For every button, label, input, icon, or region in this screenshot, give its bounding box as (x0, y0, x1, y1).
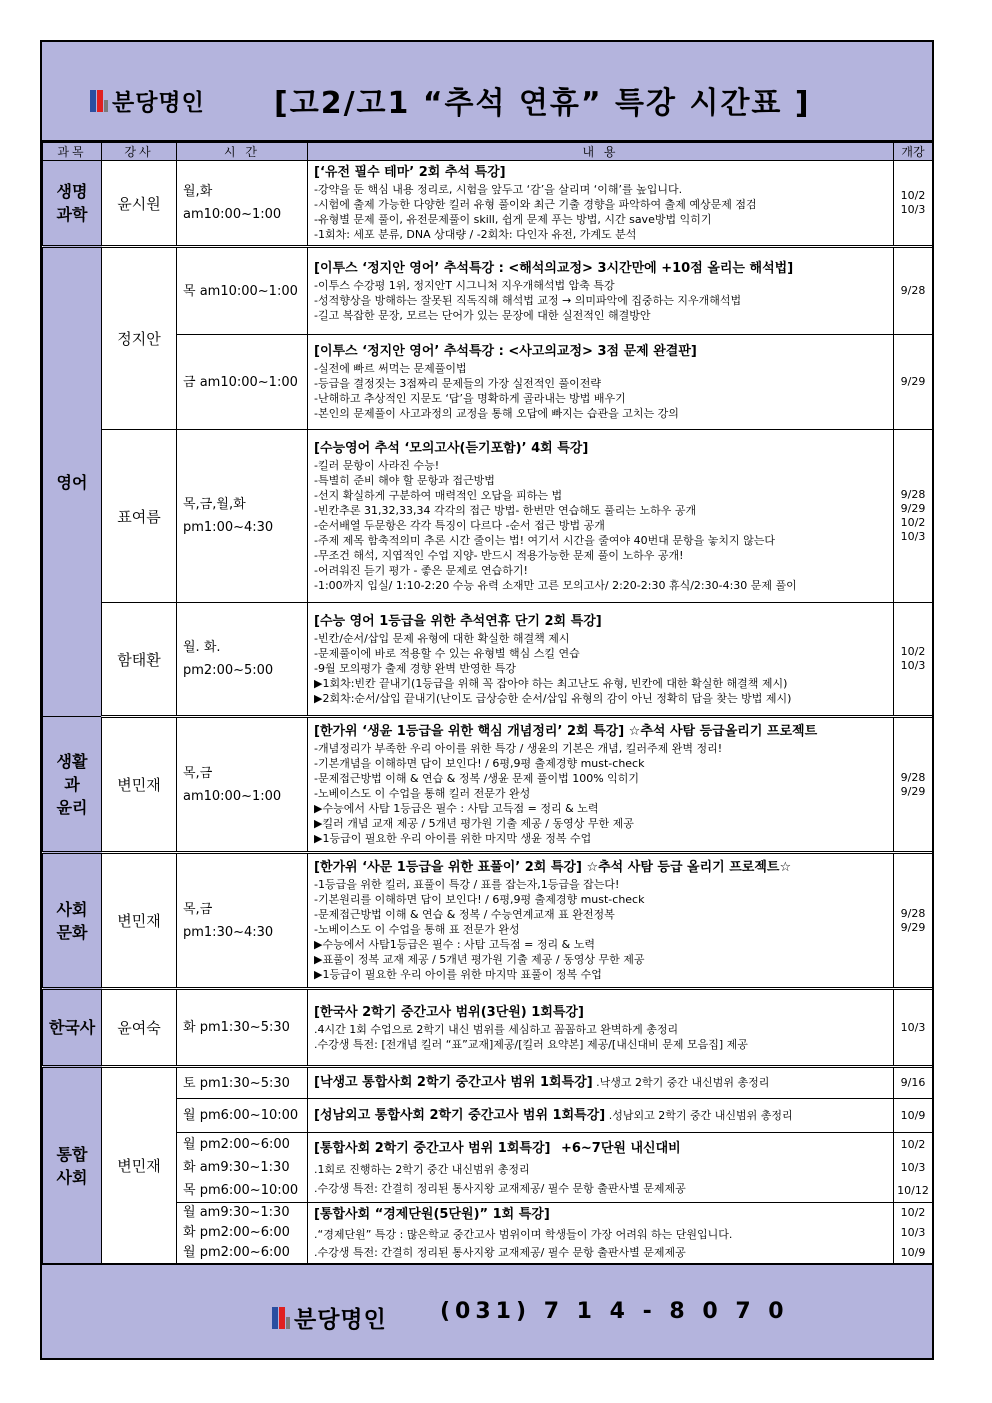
teacher: 정지안 (102, 247, 177, 430)
row-english-jung-2 (43, 335, 933, 430)
time: 월. 화. pm2:00~5:00 (177, 603, 308, 717)
row-english-jung-1 (43, 247, 933, 335)
time: 금 am10:00~1:00 (177, 335, 308, 430)
course-content: [성남외고 통합사회 2학기 중간고사 범위 1회특강] .성남외고 2학기 중간 내신범위 총정리 (308, 1099, 894, 1133)
course-content: [이투스 ‘정지안 영어’ 추석특강 : <해석의교정> 3시간만에 +10점 올리는 해석법] -이투스 수강평 1위, 정지안T 시그니처 지우개해석법 압축 특강 -성적향상을 방해하는 잘못된 직독직해 해석법 교정 → 의미파악에 집중하는 지우개해석법 -길고 복잡한 문장, 모르는 단어가 있는 문장에 대한 실전적인 해결방안 (308, 247, 894, 335)
col-subject: 과목 (43, 143, 102, 161)
row-integrated-4 (43, 1203, 933, 1264)
subject-ethics: 생활 과 윤리 (43, 717, 102, 853)
time: 목 am10:00~1:00 (177, 247, 308, 335)
teacher: 윤여숙 (102, 989, 177, 1067)
header-band (42, 42, 932, 142)
course-content: [통합사회 2학기 중간고사 범위 1회특강] +6~7단원 내신대비 .1회로 진행하는 2학기 중간 내신범위 총정리 .수강생 특전: 간결히 정리된 통사지왕 교재제공/ 필수 문항 출판사별 문제제공 (308, 1133, 894, 1203)
row-english-ham (43, 603, 933, 717)
course-content: [한국사 2학기 중간고사 범위(3단원) 1회특강] .4시간 1회 수업으로 2학기 내신 범위를 세심하고 꼼꼼하고 완벽하게 총정리 .수강생 특전: [전개념 킬러 “표”교재]제공/[킬러 요약본] 제공/[내신대비 문제 모음집] 제공 (308, 989, 894, 1067)
footer-band (42, 1263, 932, 1358)
footer-logo (272, 1301, 387, 1334)
phone-number: (031) 7 1 4 - 8 0 7 0 (440, 1299, 789, 1324)
start-dates: 9/28 (894, 247, 933, 335)
teacher: 변민재 (102, 853, 177, 989)
course-content: [수능 영어 1등급을 위한 추석연휴 단기 2회 특강] -빈칸/순서/삽입 문제 유형에 대한 확실한 해결책 제시 -문제풀이에 바로 적용할 수 있는 유형별 핵심 스킬 연습 -9월 모의평가 출제 경향 완벽 반영한 특강 ▶1회차:빈칸 끝내기(1등급을 위해 꼭 잡아야 하는 최고난도 유형, 빈칸에 대한 확실한 해결책 제시) ▶2회차:순서/삽입 끝내기(난이도 급상승한 순서/삽입 유형의 감이 아닌 정확히 답을 찾는 방법 제시) (308, 603, 894, 717)
teacher: 표여름 (102, 430, 177, 603)
row-society (43, 853, 933, 989)
row-english-pyo (43, 430, 933, 603)
subject-integrated: 통합 사회 (43, 1067, 102, 1264)
start-dates: 9/16 (894, 1067, 933, 1099)
col-teacher: 강사 (102, 143, 177, 161)
teacher: 함태환 (102, 603, 177, 717)
start-dates: 9/28 9/29 10/2 10/3 (894, 430, 933, 603)
subject-history: 한국사 (43, 989, 102, 1067)
time: 월 pm2:00~6:00 화 am9:30~1:30 목 pm6:00~10:00 (177, 1133, 308, 1203)
schedule-table (42, 142, 933, 1264)
start-dates: 10/2 10/3 (894, 603, 933, 717)
row-ethics (43, 717, 933, 853)
subject-society: 사회 문화 (43, 853, 102, 989)
header-row (43, 143, 933, 161)
teacher: 윤시원 (102, 161, 177, 247)
start-dates: 9/28 9/29 (894, 717, 933, 853)
subject-biology: 생명 과학 (43, 161, 102, 247)
col-time: 시 간 (177, 143, 308, 161)
col-start: 개강 (894, 143, 933, 161)
time: 목,금 pm1:30~4:30 (177, 853, 308, 989)
start-dates: 9/28 9/29 (894, 853, 933, 989)
start-dates: 10/9 (894, 1099, 933, 1133)
page-title: [고2/고1 “추석 연휴” 특강 시간표 ] (274, 86, 811, 121)
row-history (43, 989, 933, 1067)
teacher: 변민재 (102, 717, 177, 853)
col-content: 내 용 (308, 143, 894, 161)
time: 월,화 am10:00~1:00 (177, 161, 308, 247)
timetable-frame (40, 40, 934, 1360)
footer-brand-name: 분당명인 (294, 1307, 387, 1333)
course-content: [한가위 ‘사문 1등급을 위한 표풀이’ 2회 특강] ☆추석 사탐 등급 올리기 프로젝트☆ -1등급을 위한 킬러, 표풀이 특강 / 표를 잡는자,1등급을 잡는다! -기본원리를 이해하면 답이 보인다! / 6평,9평 출제경향 must-check -문제접근방법 이해 & 연습 & 정복 / 수능연계교재 표 완전정복 -노베이스도 이 수업을 통해 표 전문가 완성 ▶수능에서 사탐1등급은 필수 : 사탐 고득점 = 정리 & 노력 ▶표풀이 정복 교재 제공 / 5개년 평가원 기출 제공 / 동영상 무한 제공 ▶1등급이 필요한 우리 아이를 위한 마지막 표풀이 정복 수업 (308, 853, 894, 989)
subject-english: 영어 (43, 247, 102, 717)
start-dates: 10/2 10/3 10/9 (894, 1203, 933, 1264)
brand-name: 분당명인 (112, 90, 205, 116)
course-content: [이투스 ‘정지안 영어’ 추석특강 : <사고의교정> 3점 문제 완결판] -실전에 빠르 써먹는 문제풀이법 -등급을 결정짓는 3점짜리 문제들의 가장 실전적인 풀이전략 -난해하고 추상적인 지문도 ‘답’을 명확하게 골라내는 방법 배우기 -본인의 문제풀이 사고과정의 교정을 통해 오답에 빠지는 습관을 고치는 강의 (308, 335, 894, 430)
time: 월 am9:30~1:30 화 pm2:00~6:00 월 pm2:00~6:00 (177, 1203, 308, 1264)
course-content: [낙생고 통합사회 2학기 중간고사 범위 1회특강] .낙생고 2학기 중간 내신범위 총정리 (308, 1067, 894, 1099)
row-integrated-3 (43, 1133, 933, 1203)
course-content: [수능영어 추석 ‘모의고사(듣기포함)’ 4회 특강] -킬러 문항이 사라진 수능! -특별히 준비 해야 할 문항과 접근방법 -선지 확실하게 구분하여 매력적인 오답을 피하는 법 -빈칸추론 31,32,33,34 각각의 접근 방법- 한번만 연습해도 풀리는 노하우 공개 -순서배열 두문항은 각각 특징이 다르다 -순서 접근 방법 공개 -주제 제목 함축적의미 추론 시간 줄이는 법! 여기서 시간을 줄여야 40번대 문항을 놓치지 않는다 -무조건 해석, 지엽적인 수업 지양- 반드시 적용가능한 문제 풀이 노하우 공개! -어려워진 듣기 평가 - 좋은 문제로 연습하기! -1:00까지 입실/ 1:10-2:20 수능 유력 소재만 고른 모의고사/ 2:20-2:30 휴식/2:30-4:30 문제 풀이 (308, 430, 894, 603)
time: 목,금 am10:00~1:00 (177, 717, 308, 853)
time: 토 pm1:30~5:30 (177, 1067, 308, 1099)
time: 목,금,월,화 pm1:00~4:30 (177, 430, 308, 603)
course-content: [한가위 ‘생윤 1등급을 위한 핵심 개념정리’ 2회 특강] ☆추석 사탐 등급올리기 프로젝트 -개념정리가 부족한 우리 아이를 위한 특강 / 생윤의 기본은 개념, 킬러주제 완벽 정리! -기본개념을 이해하면 답이 보인다! / 6평,9평 출제경향 must-check -문제접근방법 이해 & 연습 & 정복 /생윤 문제 풀이법 100% 익히기 -노베이스도 이 수업을 통해 킬러 전문가 완성 ▶수능에서 사탐 1등급은 필수 : 사탐 고득점 = 정리 & 노력 ▶킬러 개념 교재 제공 / 5개년 평가원 기출 제공 / 동영상 무한 제공 ▶1등급이 필요한 우리 아이를 위한 마지막 생윤 정복 수업 (308, 717, 894, 853)
logo-mark-icon (90, 90, 108, 112)
course-content: [‘유전 필수 테마’ 2회 추석 특강] -강약을 둔 핵심 내용 정리로, 시험을 앞두고 ‘감’을 살리며 ‘이해’를 높입니다. -시험에 출제 가능한 다양한 킬러 유형 풀이와 최근 기출 경향을 파악하여 출제 예상문제 점검 -유형별 문제 풀이, 유전문제풀이 skill, 쉽게 문제 푸는 방법, 시간 save방법 익히기 -1회차: 세포 분류, DNA 상대량 / -2회차: 다인자 유전, 가계도 분석 (308, 161, 894, 247)
teacher: 변민재 (102, 1067, 177, 1264)
logo-mark-icon (272, 1307, 290, 1329)
time: 월 pm6:00~10:00 (177, 1099, 308, 1133)
start-dates: 10/3 (894, 989, 933, 1067)
start-dates: 10/2 10/3 10/12 (894, 1133, 933, 1203)
brand-logo (90, 84, 205, 117)
time: 화 pm1:30~5:30 (177, 989, 308, 1067)
row-integrated-1 (43, 1067, 933, 1099)
start-dates: 10/2 10/3 (894, 161, 933, 247)
row-biology (43, 161, 933, 247)
row-integrated-2 (43, 1099, 933, 1133)
course-content: [통합사회 “경제단원(5단원)” 1회 특강] .“경제단원” 특강 : 많은학교 중간고사 범위이며 학생들이 가장 어려워 하는 단원입니다. .수강생 특전: 간결히 정리된 통사지왕 교재제공/ 필수 문항 출판사별 문제제공 (308, 1203, 894, 1264)
start-dates: 9/29 (894, 335, 933, 430)
